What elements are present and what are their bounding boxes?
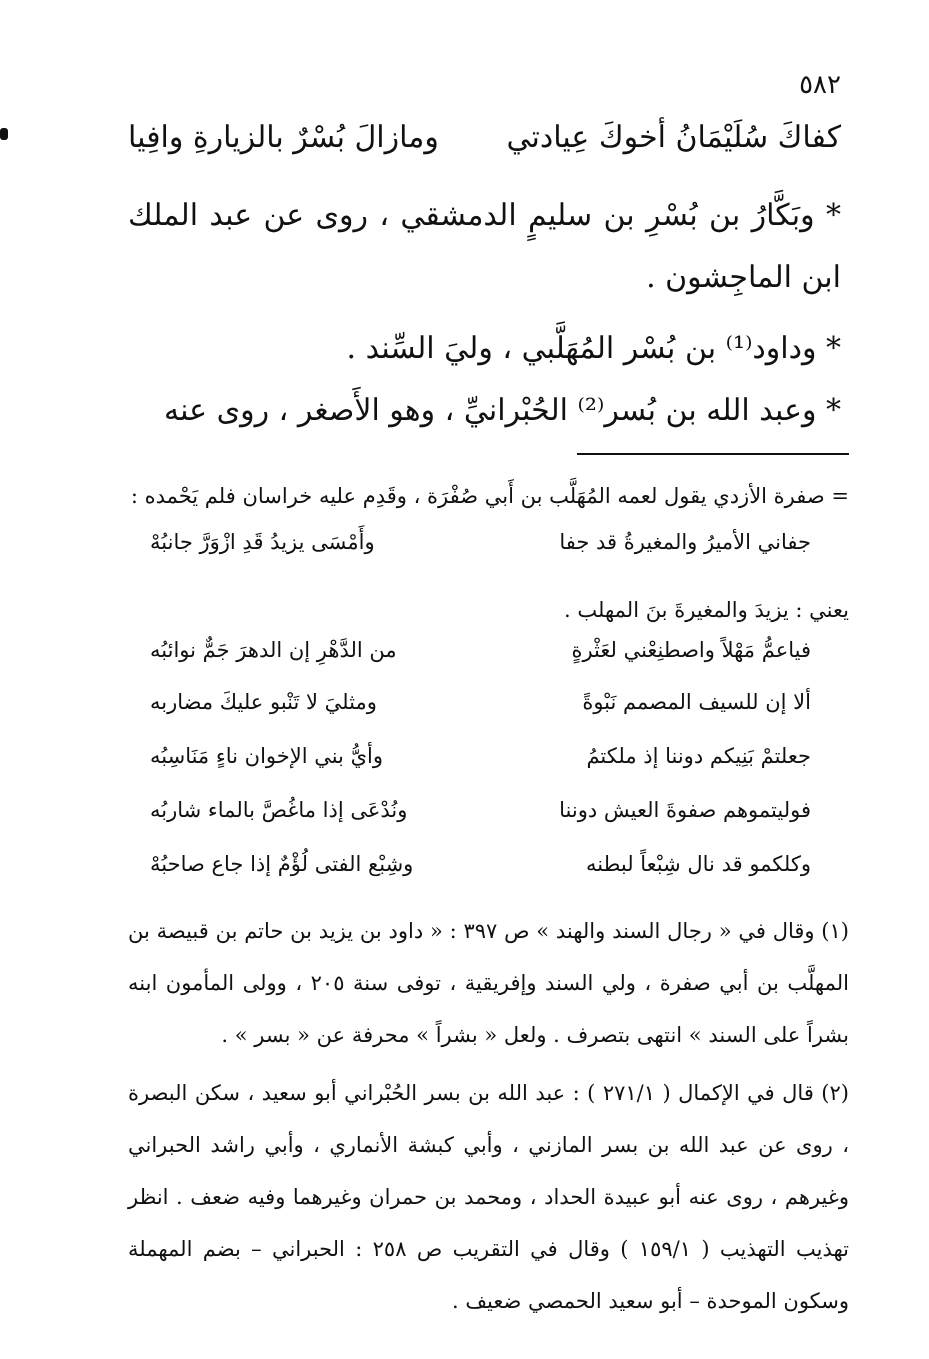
footnote-separator bbox=[577, 453, 849, 455]
footnote-continuation: = صفرة الأزدي يقول لعمه المُهَلَّب بن أَبي صُفْرَة ، وقَدِم عليه خراسان فلم يَحْمده : bbox=[130, 484, 849, 508]
verse-hemistich-right: فياعمُّ مَهْلاً واصطنِعْني لعَثْرةٍ bbox=[571, 638, 811, 662]
verse-hemistich-left: ومثليَ لا تَنْبو عليكَ مضاربه bbox=[150, 690, 377, 714]
main-verse bbox=[128, 120, 841, 155]
footnote-2: (٢) قال في الإكمال ( ٢٧١/١ ) : عبد الله بن بسر الحُبْراني أبو سعيد ، سكن البصرة ، روى عن عبد الله بن بسر المازني ، وأبي كبشة الأنماري ، وأبي راشد الحبراني وغيرهم ، روى عنه أبو عبيدة الحداد ، ومحمد بن حمران وغيرهما وفيه ضعف . انظر تهذيب التهذيب ( ١٥٩/١ ) وقال في التقريب ص ٢٥٨ : الحبراني – بضم المهملة وسكون الموحدة – أبو سعيد الحمصي ضعيف . bbox=[128, 1081, 849, 1313]
footnote-1: (١) وقال في « رجال السند والهند » ص ٣٩٧ : « داود بن يزيد بن حاتم بن قبيصة بن المهلَّب بن أبي صفرة ، ولي السند وإفريقية ، توفى سنة ٢٠٥ ، وولى المأمون ابنه بشراً على السند » انتهى بتصرف . ولعل « بشراً » محرفة عن « بسر » . bbox=[128, 919, 849, 1047]
footnote-verse bbox=[150, 744, 811, 768]
verse-hemistich-left: من الدَّهْرِ إن الدهرَ جَمٌّ نوائبُه bbox=[150, 638, 397, 662]
footnote-verse bbox=[150, 690, 811, 714]
entry-bakkar: * وبَكَّارُ بن بُسْرِ بن سليمٍ الدمشقي ، روى عن عبد الملك ابن الماجِشون . bbox=[128, 198, 841, 295]
verse-hemistich-right: وكلكمو قد نال شِبْعاً لبطنه bbox=[586, 852, 811, 876]
footnote-verse bbox=[150, 638, 811, 662]
footnote-verse bbox=[150, 852, 811, 876]
verse-hemistich-right: فوليتموهم صفوةَ العيش دوننا bbox=[559, 798, 811, 822]
entry-abdullah: * وعبد الله بن بُسر⁽²⁾ الحُبْرانيِّ ، وهو الأَصغر ، روى عنه bbox=[164, 393, 841, 428]
verse-hemistich-left: وأَمْسَى يزيدُ قَدِ ازْوَرَّ جانبُهْ bbox=[150, 530, 375, 554]
verse-hemistich-right: كفاكَ سُلَيْمَانُ أخوكَ عِيادتي bbox=[506, 120, 841, 155]
verse-hemistich-left: ومازالَ بُسْرٌ بالزيارةِ وافِيا bbox=[128, 120, 439, 155]
page-number: ٥٨٢ bbox=[799, 70, 841, 100]
verse-hemistich-right: جفاني الأميرُ والمغيرةُ قد جفا bbox=[559, 530, 811, 554]
verse-hemistich-right: جعلتمْ بَنِيكم دوننا إذ ملكتمُ bbox=[586, 744, 811, 768]
verse-hemistich-left: وأيُّ بني الإخوان ناءٍ مَنَاسِبُه bbox=[150, 744, 383, 768]
entry-dawud: * وداود⁽¹⁾ بن بُسْر المُهَلَّبي ، وليَ السِّند . bbox=[346, 331, 841, 366]
footnote-gloss: يعني : يزيدَ والمغيرةَ بنَ المهلب . bbox=[564, 598, 849, 622]
footnote-verse bbox=[150, 530, 811, 554]
verse-hemistich-left: ونُدْعَى إذا ماغُصَّ بالماء شاربُه bbox=[150, 798, 408, 822]
margin-mark bbox=[0, 128, 8, 140]
verse-hemistich-left: وشِبْع الفتى لُؤْمٌ إذا جاع صاحبُهْ bbox=[150, 852, 414, 876]
verse-hemistich-right: ألا إن للسيف المصمم نَبْوةً bbox=[582, 690, 811, 714]
footnote-verse bbox=[150, 798, 811, 822]
